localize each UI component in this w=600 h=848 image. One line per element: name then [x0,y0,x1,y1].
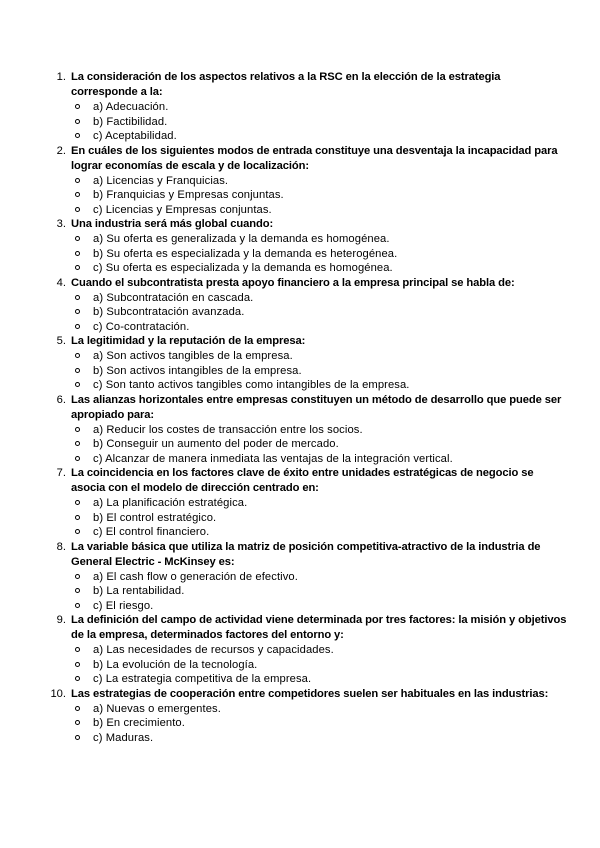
question-item [0,540,600,614]
option-item [0,437,600,452]
question-number: 8. [56,540,66,553]
option-item [0,115,600,130]
hollow-circle-bullet-icon [75,662,80,667]
hollow-circle-bullet-icon [75,706,80,711]
option-text: a) Subcontratación en cascada. [93,291,254,304]
option-text: a) Son activos tangibles de la empresa. [93,350,293,362]
hollow-circle-bullet-icon [75,574,80,579]
hollow-circle-bullet-icon [75,720,80,725]
question-text: La consideración de los aspectos relativos a la RSC en la elección de la estrategia corresponde a la: [71,71,501,98]
option-item [0,702,600,717]
option-text: a) Nuevas o emergentes. [93,702,221,715]
hollow-circle-bullet-icon [75,515,80,520]
hollow-circle-bullet-icon [75,500,80,505]
option-text: c) Licencias y Empresas conjuntas. [93,203,272,216]
hollow-circle-bullet-icon [75,324,80,329]
option-item [0,584,600,599]
question-number: 9. [56,614,66,626]
question-item [0,687,600,746]
option-item [0,643,600,658]
hollow-circle-bullet-icon [75,676,80,681]
option-list [0,232,600,276]
option-list [0,423,600,467]
question-text: Cuando el subcontratista presta apoyo financiero a la empresa principal se habla de: [71,276,515,289]
option-text: c) Maduras. [93,731,154,744]
question-text: En cuáles de los siguientes modos de entrada constituye una desventaja la incapacidad para lograr economías de escala y de localización: [71,144,558,172]
option-item [0,364,600,379]
option-item [0,423,600,438]
option-text: a) Las necesidades de recursos y capacidades. [93,644,334,656]
option-list [0,349,600,393]
option-text: b) Franquicias y Empresas conjuntas. [93,189,284,201]
hollow-circle-bullet-icon [75,735,80,740]
hollow-circle-bullet-icon [75,647,80,652]
hollow-circle-bullet-icon [75,588,80,593]
question-item [0,217,600,276]
question-item [0,144,600,218]
option-item [0,305,600,320]
option-text: a) El cash flow o generación de efectivo. [93,570,298,583]
option-text: b) El control estratégico. [93,511,217,524]
hollow-circle-bullet-icon [75,456,80,461]
question-number: 6. [56,393,66,406]
hollow-circle-bullet-icon [75,119,80,124]
question-text: La variable básica que utiliza la matriz de posición competitiva-atractivo de la industria de General Electric - McKinsey es: [71,540,541,568]
question-text: Las estrategias de cooperación entre competidores suelen ser habituales en las industrias: [71,687,549,700]
option-item [0,716,600,731]
question-item [0,334,600,393]
option-item [0,672,600,687]
option-item [0,511,600,526]
option-item [0,174,600,189]
option-text: c) El riesgo. [93,599,154,612]
option-item [0,129,600,144]
option-list [0,496,600,540]
option-text: b) La rentabilidad. [93,585,185,597]
option-item [0,203,600,218]
option-text: b) Subcontratación avanzada. [93,306,245,318]
option-item [0,570,600,585]
option-item [0,525,600,540]
option-text: a) La planificación estratégica. [93,497,248,509]
question-item [0,393,600,467]
option-list [0,702,600,746]
question-text: La definición del campo de actividad viene determinada por tres factores: la misión y objetivos de la empresa, determinados factores del entorno y: [71,614,567,641]
hollow-circle-bullet-icon [75,295,80,300]
option-text: b) En crecimiento. [93,717,185,729]
option-item [0,291,600,306]
option-text: a) Su oferta es generalizada y la demanda es homogénea. [93,233,390,245]
option-item [0,261,600,276]
hollow-circle-bullet-icon [75,427,80,432]
option-text: b) La evolución de la tecnología. [93,658,258,671]
option-list [0,291,600,335]
option-text: c) Son tanto activos tangibles como intangibles de la empresa. [93,379,410,391]
question-number: 3. [56,218,66,230]
question-text: Una industria será más global cuando: [71,218,274,230]
hollow-circle-bullet-icon [75,207,80,212]
hollow-circle-bullet-icon [75,251,80,256]
option-item [0,378,600,393]
question-number: 2. [56,144,66,157]
option-text: c) Su oferta es especializada y la demanda es homogénea. [93,262,393,274]
question-item [0,466,600,540]
option-text: a) Adecuación. [93,101,169,113]
question-number: 10. [50,687,66,700]
hollow-circle-bullet-icon [75,309,80,314]
question-text: Las alianzas horizontales entre empresas constituyen un método de desarrollo que puede ser apropiado para: [71,393,562,421]
question-number: 1. [56,71,66,83]
option-item [0,320,600,335]
option-text: c) Aceptabilidad. [93,130,177,142]
option-item [0,232,600,247]
option-list [0,570,600,614]
hollow-circle-bullet-icon [75,382,80,387]
hollow-circle-bullet-icon [75,441,80,446]
hollow-circle-bullet-icon [75,265,80,270]
question-text: La legitimidad y la reputación de la empresa: [71,335,306,347]
hollow-circle-bullet-icon [75,192,80,197]
hollow-circle-bullet-icon [75,603,80,608]
option-item [0,658,600,673]
option-text: b) Son activos intangibles de la empresa. [93,364,302,377]
option-text: c) El control financiero. [93,526,210,538]
question-number: 7. [56,467,66,479]
option-text: b) Factibilidad. [93,115,168,128]
option-item [0,599,600,614]
option-item [0,247,600,262]
option-item [0,496,600,511]
option-item [0,452,600,467]
option-list [0,100,600,144]
hollow-circle-bullet-icon [75,353,80,358]
question-item [0,276,600,335]
option-text: c) La estrategia competitiva de la empresa. [93,673,312,685]
option-text: b) Su oferta es especializada y la demanda es heterogénea. [93,247,398,260]
question-number: 5. [56,335,66,347]
option-text: c) Alcanzar de manera inmediata las ventajas de la integración vertical. [93,452,453,465]
hollow-circle-bullet-icon [75,368,80,373]
hollow-circle-bullet-icon [75,133,80,138]
option-text: b) Conseguir un aumento del poder de mercado. [93,438,339,450]
question-list [0,70,600,745]
option-text: c) Co-contratación. [93,320,190,333]
option-item [0,731,600,746]
question-text: La coincidencia en los factores clave de éxito entre unidades estratégicas de negocio se asocia con el modelo de dirección centrado en: [71,467,534,494]
hollow-circle-bullet-icon [75,178,80,183]
hollow-circle-bullet-icon [75,104,80,109]
option-list [0,643,600,687]
question-number: 4. [56,276,66,289]
option-text: a) Licencias y Franquicias. [93,174,229,187]
option-item [0,349,600,364]
option-item [0,100,600,115]
option-text: a) Reducir los costes de transacción entre los socios. [93,423,363,436]
option-list [0,174,600,218]
option-item [0,188,600,203]
question-item [0,613,600,687]
hollow-circle-bullet-icon [75,236,80,241]
question-item [0,70,600,144]
hollow-circle-bullet-icon [75,529,80,534]
